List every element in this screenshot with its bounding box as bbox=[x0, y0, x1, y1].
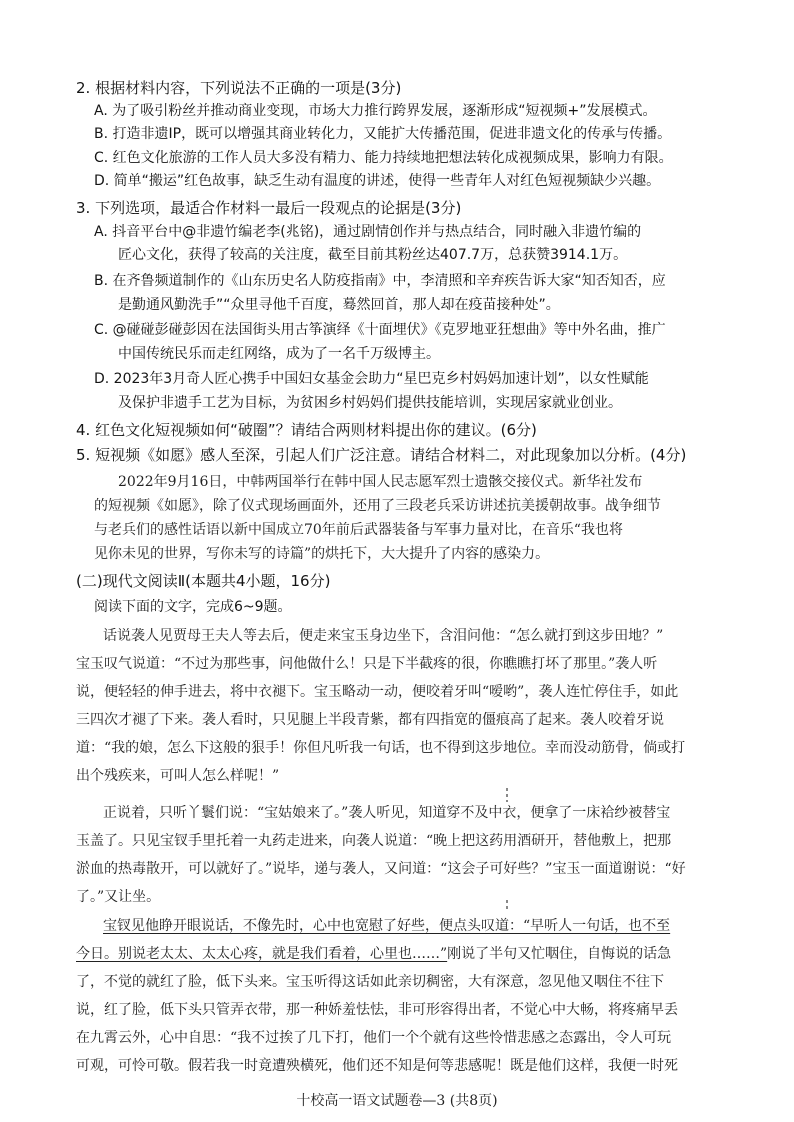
passage-line: 三四次才褪了下来。袭人看时，只见腿上半段青紫，都有四指宽的僵痕高了起来。袭人咬着牙说 bbox=[76, 712, 664, 728]
q5-material-line2: 的短视频《如愿》，除了仪式现场画面外，还用了三段老兵采访讲述抗美援朝故事。战争细节 bbox=[94, 498, 661, 514]
section-title: (二)现代文阅读Ⅱ(本题共4小题，16分) bbox=[76, 572, 331, 590]
passage-line: 可观，可怜可敬。假若我一时竟遭殃横死，他们还不知是何等悲感呢！既是他们这样，我便一时死 bbox=[76, 1058, 678, 1074]
passage-line-mixed bbox=[76, 944, 671, 964]
q3-option-d-line2: 及保护非遗手工艺为目标，为贫困乡村妈妈们提供技能培训，实现居家就业创业。 bbox=[118, 395, 622, 411]
q5-material-line1: 2022年9月16日，中韩两国举行在韩中国人民志愿军烈士遗骸交接仪式。新华社发布 bbox=[118, 474, 643, 490]
q2-stem: 2. 根据材料内容，下列说法不正确的一项是(3分) bbox=[76, 79, 402, 97]
q2-option-c: C. 红色文化旅游的工作人员大多没有精力、能力持续地把想法转化成视频成果，影响力有限。 bbox=[94, 150, 673, 166]
passage-line: 了，不觉的就红了脸，低下头来。宝玉听得这话如此亲切稠密，大有深意，忽见他又咽住不往下 bbox=[76, 974, 664, 990]
q3-option-c-line2: 中国传统民乐而走红网络，成为了一名千万级博主。 bbox=[118, 346, 440, 362]
q4-stem: 4. 红色文化短视频如何“破圈”？请结合两则材料提出你的建议。(6分) bbox=[76, 421, 537, 439]
passage-line: 出个残疾来，可叫人怎么样呢！” bbox=[76, 768, 280, 784]
passage-line: 话说袭人见贾母王夫人等去后，便走来宝玉身边坐下，含泪问他：“怎么就打到这步田地？” bbox=[103, 628, 664, 644]
passage-line: 玉盖了。只见宝钗手里托着一丸药走进来，向袭人说道：“晚上把这药用酒研开，替他敷上，把那 bbox=[76, 833, 672, 849]
passage-line: 淤血的热毒散开，可以就好了。”说毕，递与袭人，又问道：“这会子可好些？”宝玉一面道谢说：“好 bbox=[76, 861, 686, 877]
section-instruction: 阅读下面的文字，完成6~9题。 bbox=[94, 599, 292, 615]
scan-mark bbox=[506, 788, 508, 802]
q2-option-a: A. 为了吸引粉丝并推动商业变现，市场大力推行跨界发展，逐渐形成“短视频+”发展模式。 bbox=[94, 103, 657, 119]
passage-line: 说，便轻轻的伸手进去，将中衣褪下。宝玉略动一动，便咬着牙叫“嗳哟”，袭人连忙停住手，如此 bbox=[76, 684, 679, 700]
page-footer: 十校高一语文试题卷—3 (共8页) bbox=[296, 1093, 498, 1109]
passage-line: 在九霄云外，心中自思：“我不过挨了几下打，他们一个个就有这些怜惜悲感之态露出，令人可玩 bbox=[76, 1030, 672, 1046]
q2-option-d: D. 简单“搬运”红色故事，缺乏生动有温度的讲述，使得一些青年人对红色短视频缺少兴趣。 bbox=[94, 173, 661, 189]
q2-option-b: B. 打造非遗IP，既可以增强其商业转化力，又能扩大传播范围，促进非遗文化的传承与传播。 bbox=[94, 126, 672, 142]
q3-option-a-line2: 匠心文化，获得了较高的关注度，截至目前其粉丝达407.7万，总获赞3914.1万。 bbox=[118, 247, 628, 263]
q3-option-b-line1: B. 在齐鲁频道制作的《山东历史名人防疫指南》中，李清照和辛弃疾告诉大家“知否知否，应 bbox=[94, 273, 666, 289]
underlined-passage-line: 宝钗见他睁开眼说话，不像先时，心中也宽慰了好些，便点头叹道：“早听人一句话，也不至 bbox=[103, 918, 671, 934]
q5-material-line4: 见你未见的世界，写你未写的诗篇”的烘托下，大大提升了内容的感染力。 bbox=[94, 546, 550, 562]
passage-line: 了。”又让坐。 bbox=[76, 889, 161, 905]
underlined-passage-segment: 今日。别说老太太、太太心疼，就是我们看着，心里也……” bbox=[76, 946, 448, 962]
q5-material-line3: 与老兵们的感性话语以新中国成立70年前后武器装备与军事力量对比，在音乐“我也将 bbox=[94, 522, 623, 538]
passage-line: 宝玉叹气说道：“不过为那些事，问他做什么！只是下半截疼的很，你瞧瞧打坏了那里。”袭人听 bbox=[76, 656, 658, 672]
passage-segment: 刚说了半句又忙咽住，自悔说的话急 bbox=[447, 946, 672, 962]
q3-option-a-line1: A. 抖音平台中@非遗竹编老李(兆铭)，通过剧情创作并与热点结合，同时融入非遗竹编的 bbox=[94, 224, 642, 240]
passage-line: 正说着，只听丫鬟们说：“宝姑娘来了。”袭人听见，知道穿不及中衣，便拿了一床袷纱被替宝 bbox=[103, 805, 671, 821]
q3-stem: 3. 下列选项，最适合作材料一最后一段观点的论据是(3分) bbox=[76, 199, 462, 217]
q5-stem: 5. 短视频《如愿》感人至深，引起人们广泛注意。请结合材料二，对此现象加以分析。(4分) bbox=[76, 446, 687, 464]
q3-option-d-line1: D. 2023年3月奇人匠心携手中国妇女基金会助力“星巴克乡村妈妈加速计划”，以女性赋能 bbox=[94, 371, 649, 387]
passage-line: 道：“我的娘，怎么下这般的狠手！你但凡听我一句话，也不得到这步地位。幸而没动筋骨，倘或打 bbox=[76, 740, 686, 756]
scan-mark bbox=[506, 900, 508, 912]
passage-line: 说，红了脸，低下头只管弄衣带，那一种娇羞怯怯，非可形容得出者，不觉心中大畅，将疼痛早丢 bbox=[76, 1002, 678, 1018]
q3-option-b-line2: 是勤通风勤洗手”“众里寻他千百度，蓦然回首，那人却在疫苗接种处”。 bbox=[118, 297, 560, 313]
q3-option-c-line1: C. @碰碰彭碰彭因在法国街头用古筝演绎《十面埋伏》《克罗地亚狂想曲》等中外名曲，推广 bbox=[94, 322, 666, 338]
